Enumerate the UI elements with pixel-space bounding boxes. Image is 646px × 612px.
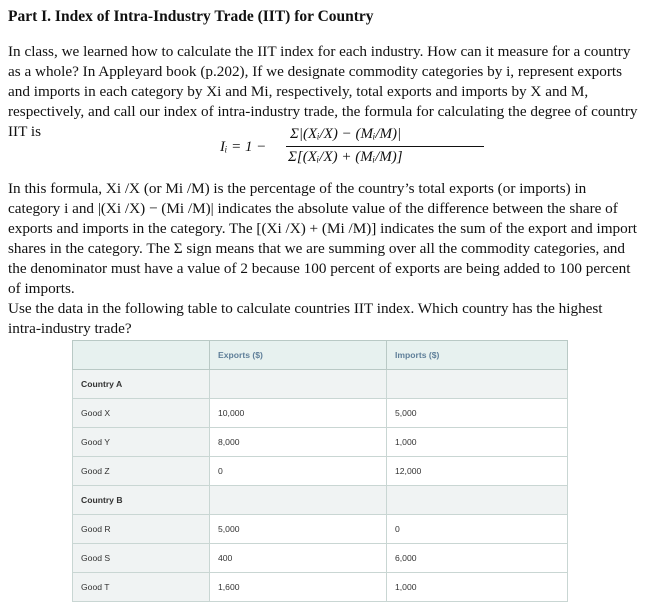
table-row (73, 457, 568, 486)
formula-denominator: Σ[(Xᵢ/X) + (Mᵢ/M)] (288, 149, 403, 165)
table-row (73, 544, 568, 573)
table-header-row (73, 341, 568, 370)
table-cell-exports: 10,000 (210, 399, 387, 428)
table-cell-exports (210, 486, 387, 515)
table-cell-exports (210, 370, 387, 399)
intro-paragraph: In class, we learned how to calculate the IIT index for each industry. How can it measure for a country as a whole? In Appleyard book (p.202), If we designate commodity categories by i, represent exports and imports in each category by Xi and Mi, respectively, total exports and imports by X and M, respectively, and call our index of intra-industry trade, the formula for calculating the degree of country IIT is (8, 43, 638, 140)
page-title: Part I. Index of Intra-Industry Trade (IIT) for Country (8, 8, 374, 25)
table-cell-label: Good T (73, 573, 210, 602)
table-cell-label: Country A (73, 370, 210, 399)
formula-lhs: Iᵢ = 1 − (220, 139, 267, 155)
table-cell-label: Good Z (73, 457, 210, 486)
table-cell-exports: 8,000 (210, 428, 387, 457)
table-cell-label: Good X (73, 399, 210, 428)
table-row (73, 428, 568, 457)
table-cell-imports: 0 (387, 515, 568, 544)
table-cell-imports (387, 486, 568, 515)
table-cell-label: Good Y (73, 428, 210, 457)
table-cell-imports: 5,000 (387, 399, 568, 428)
table-cell-label: Country B (73, 486, 210, 515)
table-row (73, 399, 568, 428)
table-cell-exports: 5,000 (210, 515, 387, 544)
table-header-exports: Exports ($) (210, 341, 387, 370)
table-cell-exports: 400 (210, 544, 387, 573)
trade-data-table (72, 340, 568, 612)
table-cell-label: Good R (73, 515, 210, 544)
table-cell-imports: 12,000 (387, 457, 568, 486)
formula-numerator: Σ|(Xᵢ/X) − (Mᵢ/M)| (290, 126, 402, 142)
question-paragraph: Use the data in the following table to calculate countries IIT index. Which country has the highest intra-industry trade? (8, 300, 603, 337)
table-row (73, 515, 568, 544)
table-cell-exports: 0 (210, 457, 387, 486)
table-cell-label: Good S (73, 544, 210, 573)
table-header-imports: Imports ($) (387, 341, 568, 370)
fraction-bar (286, 146, 484, 147)
table-row (73, 573, 568, 602)
explanation-paragraph: In this formula, Xi /X (or Mi /M) is the percentage of the country’s total exports (or imports) in category i and |(Xi /X) − (Mi /M)| indicates the absolute value of the difference between the share of exports and imports in the category. The [(Xi /X) + (Mi /M)] indicates the sum of the export and import shares in the category. The Σ sign means that we are summing over all the commodity categories, and the denominator must have a value of 2 because 100 percent of exports are being added to 100 percent of imports. (8, 180, 637, 297)
table-cell-imports (387, 370, 568, 399)
table-section-row (73, 370, 568, 399)
table-cell-imports: 1,000 (387, 428, 568, 457)
table-cell-exports: 1,600 (210, 573, 387, 602)
table-cell-imports: 6,000 (387, 544, 568, 573)
explanation-block (8, 179, 638, 339)
table-section-row (73, 486, 568, 515)
table-cell-imports: 1,000 (387, 573, 568, 602)
table-header-empty (73, 341, 210, 370)
